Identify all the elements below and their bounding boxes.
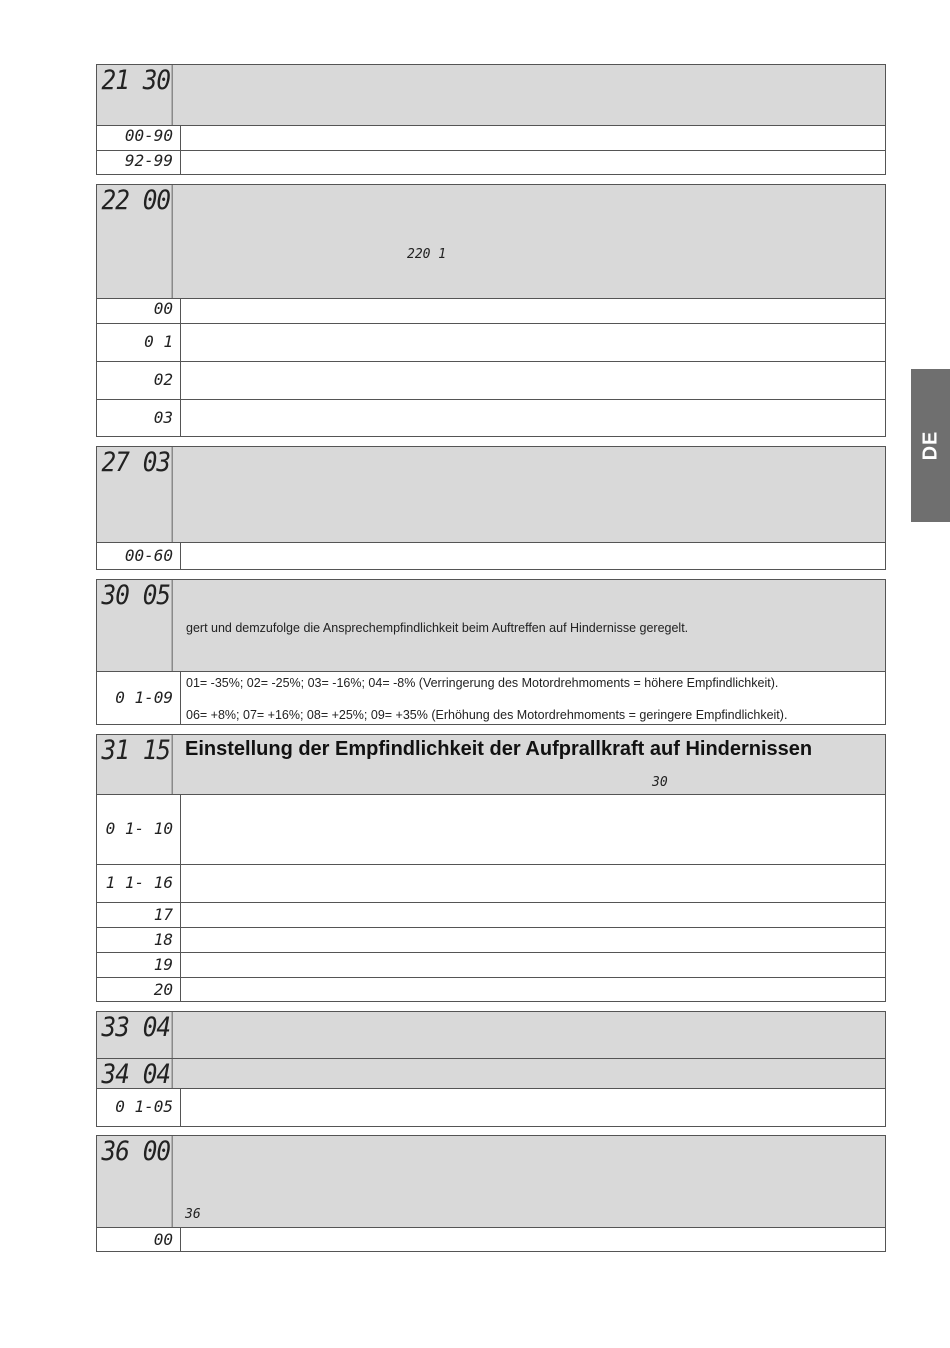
value-row: [97, 671, 885, 724]
value-code: 00-90: [97, 126, 181, 150]
value-text-line: 01= -35%; 02= -25%; 03= -16%; 04= -8% (Verringerung des Motordrehmoments = höhere Empfindlichkeit).: [186, 676, 779, 690]
param-table-2703: [96, 446, 886, 570]
value-description: [181, 362, 885, 399]
value-row: [97, 298, 885, 323]
value-description: [181, 903, 885, 927]
value-code: 0 1-09: [97, 672, 181, 724]
value-code: 0 1- 10: [97, 795, 181, 864]
value-row: [97, 864, 885, 902]
value-code: 0 1: [97, 324, 181, 361]
value-description: [181, 299, 885, 323]
param-description: [181, 1012, 885, 1058]
param-table-3600: [96, 1135, 886, 1252]
language-tab-label: DE: [918, 430, 941, 461]
inline-code: 220 1: [407, 247, 447, 262]
value-description: [181, 795, 885, 864]
value-text-line: 06= +8%; 07= +16%; 08= +25%; 09= +35% (Erhöhung des Motordrehmoments = geringere Empfindlichkeit).: [186, 708, 788, 722]
param-header-row: [97, 1058, 885, 1088]
param-description: [181, 580, 885, 671]
value-row: [97, 1088, 885, 1126]
param-header-row: [97, 185, 885, 298]
value-row: [97, 902, 885, 927]
value-description: [181, 126, 885, 150]
param-code: 21 30: [97, 65, 173, 125]
param-description: [181, 1136, 885, 1227]
value-code: 02: [97, 362, 181, 399]
value-row: [97, 952, 885, 977]
param-code: 27 03: [97, 447, 173, 542]
value-row: [97, 323, 885, 361]
value-code: 00: [97, 299, 181, 323]
param-code: 30 05: [97, 580, 173, 671]
param-description: [181, 65, 885, 125]
param-table-3005: [96, 579, 886, 725]
param-code: 34 04: [97, 1059, 173, 1088]
value-description: [181, 1228, 885, 1251]
value-code: 92-99: [97, 151, 181, 174]
value-row: [97, 542, 885, 569]
param-description: [181, 1059, 885, 1088]
value-row: [97, 125, 885, 150]
inline-code: 30: [652, 775, 668, 790]
inline-code: 36: [185, 1207, 201, 1222]
value-description: [181, 672, 885, 724]
value-code: 20: [97, 978, 181, 1001]
language-tab: [911, 369, 950, 522]
value-description: [181, 1089, 885, 1126]
param-header-row: [97, 1012, 885, 1058]
value-row: [97, 927, 885, 952]
param-code: 31 15: [97, 735, 173, 794]
param-table-3115: [96, 734, 886, 1002]
param-code: 33 04: [97, 1012, 173, 1058]
param-table-2200: [96, 184, 886, 437]
value-code: 1 1- 16: [97, 865, 181, 902]
value-description: [181, 151, 885, 174]
value-row: [97, 977, 885, 1001]
param-description: [181, 447, 885, 542]
value-description: [181, 953, 885, 977]
value-row: [97, 1227, 885, 1251]
value-code: 00: [97, 1228, 181, 1251]
value-code: 0 1-05: [97, 1089, 181, 1126]
value-row: [97, 150, 885, 174]
value-description: [181, 400, 885, 436]
param-header-row: [97, 1136, 885, 1227]
value-code: 17: [97, 903, 181, 927]
value-row: [97, 361, 885, 399]
param-description: [181, 735, 885, 794]
value-code: 03: [97, 400, 181, 436]
param-code: 36 00: [97, 1136, 173, 1227]
value-code: 18: [97, 928, 181, 952]
value-description: [181, 543, 885, 569]
param-description: [181, 185, 885, 298]
param-table-2130: [96, 64, 886, 175]
param-header-row: [97, 447, 885, 542]
description-text: gert und demzufolge die Ansprechempfindlichkeit beim Auftreffen auf Hindernisse geregelt.: [186, 621, 689, 635]
value-row: [97, 794, 885, 864]
value-description: [181, 865, 885, 902]
section-title: Einstellung der Empfindlichkeit der Aufprallkraft auf Hindernissen: [185, 738, 813, 760]
value-description: [181, 928, 885, 952]
value-description: [181, 978, 885, 1001]
value-code: 19: [97, 953, 181, 977]
param-header-row: [97, 580, 885, 671]
param-header-row: [97, 65, 885, 125]
param-header-row: [97, 735, 885, 794]
value-row: [97, 399, 885, 436]
param-code: 22 00: [97, 185, 173, 298]
param-table-3304: [96, 1011, 886, 1127]
value-code: 00-60: [97, 543, 181, 569]
